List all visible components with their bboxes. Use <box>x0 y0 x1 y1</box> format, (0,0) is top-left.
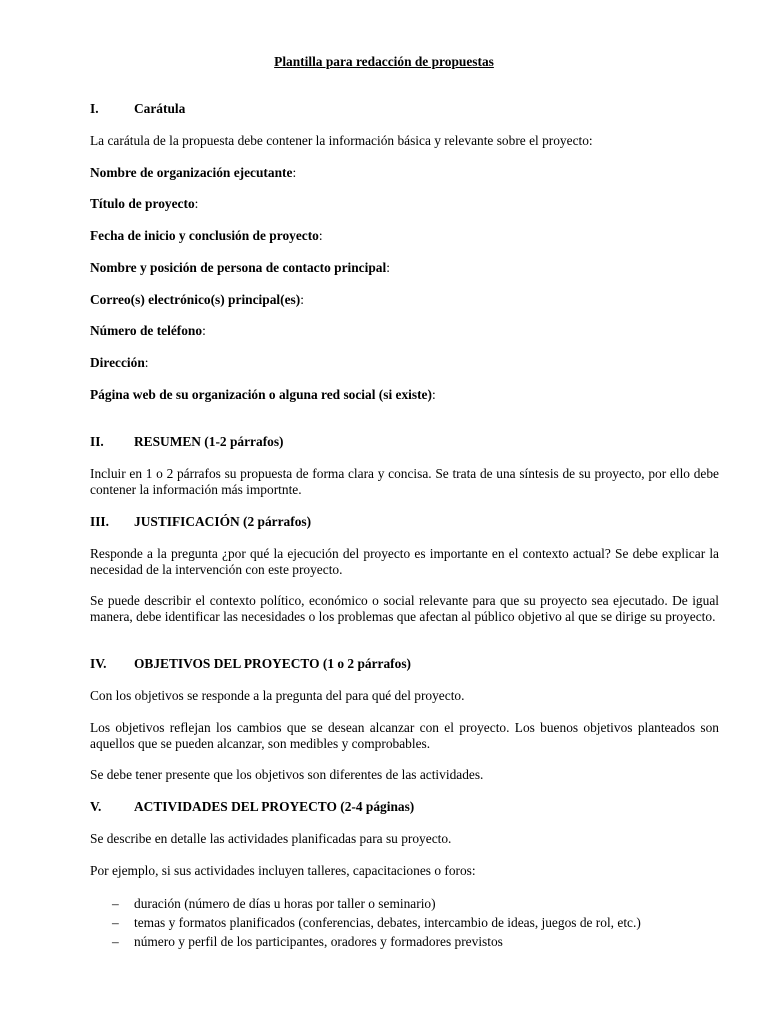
objetivos-paragraph-3: Se debe tener presente que los objetivos son diferentes de las actividades. <box>90 767 484 782</box>
field-separator: : <box>202 323 206 338</box>
bullet-dash: – <box>112 934 119 949</box>
list-item <box>112 896 719 912</box>
field-label: Nombre de organización ejecutante <box>90 165 293 180</box>
field-separator: : <box>194 196 199 211</box>
bullet-text: duración (número de días u horas por taller o seminario) <box>134 896 436 911</box>
section-number: V. <box>90 799 102 814</box>
section-number: I. <box>90 101 99 116</box>
section-heading-caratula <box>90 101 719 117</box>
field-label: Página web de su organización o alguna red social (si existe) <box>90 387 432 402</box>
field-separator: : <box>300 292 304 307</box>
field-label: Número de teléfono <box>90 323 203 338</box>
bullet-text: temas y formatos planificados (conferencias, debates, intercambio de ideas, juegos de rol, etc.) <box>134 915 641 930</box>
field-separator: : <box>144 355 149 370</box>
field-fechas <box>90 228 719 244</box>
bullet-text: número y perfil de los participantes, oradores y formadores previstos <box>134 934 503 949</box>
field-telefono <box>90 323 719 339</box>
field-label: Título de proyecto <box>90 196 195 211</box>
section-title: Carátula <box>134 101 186 116</box>
actividades-paragraph-1: Se describe en detalle las actividades planificadas para su proyecto. <box>90 831 452 846</box>
section-title: OBJETIVOS DEL PROYECTO (1 o 2 párrafos) <box>134 656 411 671</box>
caratula-intro: La carátula de la propuesta debe contener la información básica y relevante sobre el proyecto: <box>90 133 593 148</box>
section-heading-actividades <box>90 799 719 815</box>
objetivos-paragraph-1: Con los objetivos se responde a la pregunta del para qué del proyecto. <box>90 688 465 703</box>
field-organizacion <box>90 165 719 181</box>
field-contacto <box>90 260 719 276</box>
field-label: Correo(s) electrónico(s) principal(es) <box>90 292 301 307</box>
section-title: JUSTIFICACIÓN (2 párrafos) <box>134 514 312 529</box>
actividades-paragraph-2: Por ejemplo, si sus actividades incluyen talleres, capacitaciones o foros: <box>90 863 476 878</box>
resumen-paragraph: Incluir en 1 o 2 párrafos su propuesta de forma clara y concisa. Se trata de una síntesis de su proyecto, por ello debe contener la información más importnte. <box>90 466 719 497</box>
field-pagina-web <box>90 387 719 403</box>
bullet-dash: – <box>112 896 119 911</box>
field-separator: : <box>318 228 323 243</box>
field-label: Dirección <box>90 355 145 370</box>
field-direccion <box>90 355 719 371</box>
justificacion-paragraph-2: Se puede describir el contexto político, económico o social relevante para que su proyecto sea ejecutado. De igual manera, debe identificar las necesidades o los problemas que afectan al público objetivo al que se dirige su proyecto. <box>90 593 719 624</box>
section-number: II. <box>90 434 104 449</box>
field-titulo <box>90 196 719 212</box>
field-separator: : <box>431 387 436 402</box>
section-title: ACTIVIDADES DEL PROYECTO (2-4 páginas) <box>134 799 415 814</box>
list-item <box>112 934 719 950</box>
field-correo <box>90 292 719 308</box>
bullet-dash: – <box>112 915 119 930</box>
field-label: Nombre y posición de persona de contacto principal <box>90 260 387 275</box>
document-title: Plantilla para redacción de propuestas <box>274 54 494 69</box>
field-separator: : <box>292 165 297 180</box>
section-heading-resumen <box>90 434 719 450</box>
section-heading-objetivos <box>90 656 719 672</box>
justificacion-paragraph-1: Responde a la pregunta ¿por qué la ejecución del proyecto es importante en el contexto actual? Se debe explicar la necesidad de la intervención con este proyecto. <box>90 546 719 577</box>
section-title: RESUMEN (1-2 párrafos) <box>134 434 284 449</box>
field-separator: : <box>386 260 390 275</box>
objetivos-paragraph-2: Los objetivos reflejan los cambios que se desean alcanzar con el proyecto. Los buenos objetivos planteados son aquellos que se pueden alcanzar, son medibles y comprobables. <box>90 720 719 751</box>
list-item <box>112 915 719 931</box>
section-number: III. <box>90 514 109 529</box>
field-label: Fecha de inicio y conclusión de proyecto <box>90 228 319 243</box>
section-number: IV. <box>90 656 107 671</box>
section-heading-justificacion <box>90 514 719 530</box>
